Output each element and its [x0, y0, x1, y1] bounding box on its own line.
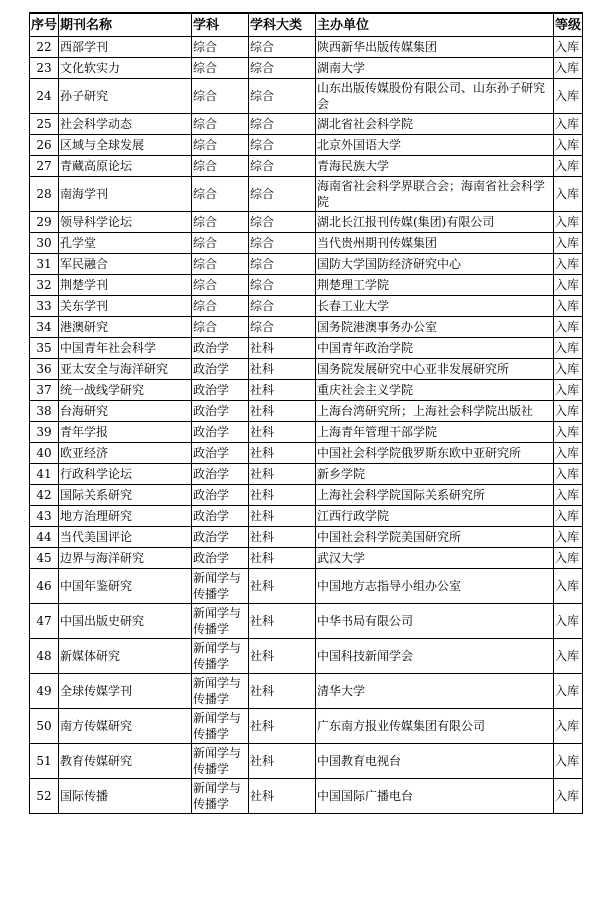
cell-sponsor: 湖南大学: [316, 58, 554, 79]
cell-no: 47: [30, 604, 59, 639]
table-row: [30, 135, 583, 156]
cell-subject: 新闻学与传播学: [192, 779, 249, 814]
cell-no: 24: [30, 79, 59, 114]
table-row: [30, 37, 583, 58]
table-row: [30, 527, 583, 548]
cell-category: 综合: [249, 254, 316, 275]
cell-category: 社科: [249, 485, 316, 506]
cell-no: 50: [30, 709, 59, 744]
cell-sponsor: 重庆社会主义学院: [316, 380, 554, 401]
journal-table: [29, 12, 583, 814]
table-row: [30, 506, 583, 527]
cell-category: 综合: [249, 233, 316, 254]
cell-name: 台海研究: [59, 401, 192, 422]
cell-level: 入库: [554, 639, 583, 674]
table-row: [30, 744, 583, 779]
cell-subject: 综合: [192, 296, 249, 317]
cell-no: 27: [30, 156, 59, 177]
cell-name: 领导科学论坛: [59, 212, 192, 233]
header-cell-subject: 学科: [192, 13, 249, 37]
table-row: [30, 443, 583, 464]
cell-subject: 新闻学与传播学: [192, 744, 249, 779]
cell-category: 社科: [249, 639, 316, 674]
table-row: [30, 156, 583, 177]
cell-name: 关东学刊: [59, 296, 192, 317]
cell-sponsor: 长春工业大学: [316, 296, 554, 317]
table-row: [30, 569, 583, 604]
cell-no: 33: [30, 296, 59, 317]
cell-name: 文化软实力: [59, 58, 192, 79]
cell-no: 34: [30, 317, 59, 338]
cell-sponsor: 清华大学: [316, 674, 554, 709]
cell-sponsor: 上海青年管理干部学院: [316, 422, 554, 443]
cell-level: 入库: [554, 233, 583, 254]
cell-subject: 政治学: [192, 380, 249, 401]
header-cell-name: 期刊名称: [59, 13, 192, 37]
table-row: [30, 401, 583, 422]
cell-level: 入库: [554, 338, 583, 359]
cell-sponsor: 江西行政学院: [316, 506, 554, 527]
cell-subject: 新闻学与传播学: [192, 639, 249, 674]
cell-subject: 综合: [192, 135, 249, 156]
cell-no: 41: [30, 464, 59, 485]
table-row: [30, 338, 583, 359]
cell-level: 入库: [554, 359, 583, 380]
cell-subject: 政治学: [192, 443, 249, 464]
cell-no: 38: [30, 401, 59, 422]
cell-name: 中国青年社会科学: [59, 338, 192, 359]
cell-name: 中国年鉴研究: [59, 569, 192, 604]
header-cell-no: 序号: [30, 13, 59, 37]
cell-level: 入库: [554, 604, 583, 639]
cell-sponsor: 海南省社会科学界联合会；海南省社会科学院: [316, 177, 554, 212]
cell-subject: 新闻学与传播学: [192, 709, 249, 744]
cell-no: 52: [30, 779, 59, 814]
cell-category: 综合: [249, 296, 316, 317]
cell-sponsor: 武汉大学: [316, 548, 554, 569]
cell-level: 入库: [554, 114, 583, 135]
cell-name: 军民融合: [59, 254, 192, 275]
cell-level: 入库: [554, 443, 583, 464]
cell-level: 入库: [554, 212, 583, 233]
cell-sponsor: 中国国际广播电台: [316, 779, 554, 814]
table-row: [30, 359, 583, 380]
cell-level: 入库: [554, 709, 583, 744]
cell-no: 23: [30, 58, 59, 79]
cell-level: 入库: [554, 254, 583, 275]
cell-subject: 政治学: [192, 527, 249, 548]
table-row: [30, 639, 583, 674]
cell-no: 46: [30, 569, 59, 604]
cell-sponsor: 湖北长江报刊传媒(集团)有限公司: [316, 212, 554, 233]
cell-sponsor: 山东出版传媒股份有限公司、山东孙子研究会: [316, 79, 554, 114]
cell-level: 入库: [554, 674, 583, 709]
cell-subject: 政治学: [192, 506, 249, 527]
cell-no: 36: [30, 359, 59, 380]
cell-category: 综合: [249, 135, 316, 156]
cell-no: 22: [30, 37, 59, 58]
cell-category: 社科: [249, 506, 316, 527]
cell-name: 南方传媒研究: [59, 709, 192, 744]
table-row: [30, 296, 583, 317]
cell-no: 51: [30, 744, 59, 779]
cell-sponsor: 中华书局有限公司: [316, 604, 554, 639]
cell-subject: 综合: [192, 114, 249, 135]
cell-name: 教育传媒研究: [59, 744, 192, 779]
cell-no: 39: [30, 422, 59, 443]
cell-sponsor: 国务院港澳事务办公室: [316, 317, 554, 338]
cell-level: 入库: [554, 744, 583, 779]
cell-category: 综合: [249, 275, 316, 296]
cell-name: 全球传媒学刊: [59, 674, 192, 709]
table-row: [30, 58, 583, 79]
cell-level: 入库: [554, 380, 583, 401]
cell-level: 入库: [554, 79, 583, 114]
cell-subject: 政治学: [192, 485, 249, 506]
cell-level: 入库: [554, 401, 583, 422]
cell-category: 社科: [249, 464, 316, 485]
table-row: [30, 779, 583, 814]
cell-level: 入库: [554, 548, 583, 569]
cell-category: 社科: [249, 359, 316, 380]
cell-name: 中国出版史研究: [59, 604, 192, 639]
table-row: [30, 233, 583, 254]
cell-category: 综合: [249, 156, 316, 177]
cell-subject: 综合: [192, 79, 249, 114]
cell-sponsor: 中国科技新闻学会: [316, 639, 554, 674]
cell-name: 统一战线学研究: [59, 380, 192, 401]
cell-subject: 政治学: [192, 401, 249, 422]
cell-subject: 政治学: [192, 548, 249, 569]
cell-level: 入库: [554, 506, 583, 527]
cell-name: 行政科学论坛: [59, 464, 192, 485]
cell-no: 49: [30, 674, 59, 709]
cell-category: 社科: [249, 604, 316, 639]
cell-no: 40: [30, 443, 59, 464]
cell-category: 社科: [249, 569, 316, 604]
cell-no: 30: [30, 233, 59, 254]
cell-name: 当代美国评论: [59, 527, 192, 548]
cell-no: 28: [30, 177, 59, 212]
table-row: [30, 317, 583, 338]
cell-no: 32: [30, 275, 59, 296]
cell-category: 社科: [249, 779, 316, 814]
cell-sponsor: 湖北省社会科学院: [316, 114, 554, 135]
cell-name: 新媒体研究: [59, 639, 192, 674]
cell-level: 入库: [554, 296, 583, 317]
cell-name: 区域与全球发展: [59, 135, 192, 156]
table-row: [30, 114, 583, 135]
cell-name: 国际传播: [59, 779, 192, 814]
cell-category: 社科: [249, 380, 316, 401]
cell-no: 25: [30, 114, 59, 135]
cell-category: 社科: [249, 443, 316, 464]
cell-no: 31: [30, 254, 59, 275]
cell-name: 青藏高原论坛: [59, 156, 192, 177]
cell-category: 综合: [249, 317, 316, 338]
cell-no: 29: [30, 212, 59, 233]
cell-level: 入库: [554, 177, 583, 212]
cell-category: 社科: [249, 527, 316, 548]
cell-level: 入库: [554, 422, 583, 443]
cell-sponsor: 国防大学国防经济研究中心: [316, 254, 554, 275]
cell-category: 社科: [249, 744, 316, 779]
cell-level: 入库: [554, 275, 583, 296]
cell-level: 入库: [554, 779, 583, 814]
cell-sponsor: 中国地方志指导小组办公室: [316, 569, 554, 604]
cell-sponsor: 当代贵州期刊传媒集团: [316, 233, 554, 254]
cell-subject: 综合: [192, 37, 249, 58]
cell-no: 43: [30, 506, 59, 527]
cell-category: 社科: [249, 401, 316, 422]
cell-subject: 综合: [192, 317, 249, 338]
cell-level: 入库: [554, 485, 583, 506]
cell-no: 44: [30, 527, 59, 548]
cell-category: 社科: [249, 709, 316, 744]
cell-sponsor: 中国社会科学院美国研究所: [316, 527, 554, 548]
table-row: [30, 464, 583, 485]
cell-level: 入库: [554, 156, 583, 177]
cell-subject: 新闻学与传播学: [192, 604, 249, 639]
cell-name: 社会科学动态: [59, 114, 192, 135]
cell-category: 社科: [249, 338, 316, 359]
cell-name: 南海学刊: [59, 177, 192, 212]
cell-subject: 政治学: [192, 359, 249, 380]
cell-name: 国际关系研究: [59, 485, 192, 506]
table-row: [30, 212, 583, 233]
cell-subject: 综合: [192, 233, 249, 254]
cell-sponsor: 中国教育电视台: [316, 744, 554, 779]
cell-subject: 综合: [192, 254, 249, 275]
table-row: [30, 177, 583, 212]
cell-subject: 综合: [192, 177, 249, 212]
cell-subject: 新闻学与传播学: [192, 569, 249, 604]
cell-level: 入库: [554, 317, 583, 338]
cell-category: 社科: [249, 548, 316, 569]
cell-name: 青年学报: [59, 422, 192, 443]
header-cell-sponsor: 主办单位: [316, 13, 554, 37]
cell-sponsor: 上海台湾研究所；上海社会科学院出版社: [316, 401, 554, 422]
cell-sponsor: 中国社会科学院俄罗斯东欧中亚研究所: [316, 443, 554, 464]
cell-sponsor: 陕西新华出版传媒集团: [316, 37, 554, 58]
table-row: [30, 485, 583, 506]
table-row: [30, 380, 583, 401]
cell-level: 入库: [554, 569, 583, 604]
cell-name: 荆楚学刊: [59, 275, 192, 296]
cell-sponsor: 国务院发展研究中心亚非发展研究所: [316, 359, 554, 380]
table-row: [30, 275, 583, 296]
cell-no: 45: [30, 548, 59, 569]
cell-sponsor: 广东南方报业传媒集团有限公司: [316, 709, 554, 744]
cell-name: 孙子研究: [59, 79, 192, 114]
cell-level: 入库: [554, 464, 583, 485]
cell-no: 37: [30, 380, 59, 401]
cell-subject: 综合: [192, 156, 249, 177]
cell-sponsor: 新乡学院: [316, 464, 554, 485]
table-row: [30, 79, 583, 114]
cell-subject: 综合: [192, 212, 249, 233]
cell-level: 入库: [554, 135, 583, 156]
cell-sponsor: 上海社会科学院国际关系研究所: [316, 485, 554, 506]
cell-level: 入库: [554, 58, 583, 79]
cell-subject: 综合: [192, 58, 249, 79]
cell-subject: 政治学: [192, 338, 249, 359]
header-cell-category: 学科大类: [249, 13, 316, 37]
cell-sponsor: 北京外国语大学: [316, 135, 554, 156]
cell-category: 综合: [249, 58, 316, 79]
cell-sponsor: 中国青年政治学院: [316, 338, 554, 359]
cell-category: 综合: [249, 114, 316, 135]
cell-level: 入库: [554, 37, 583, 58]
cell-name: 边界与海洋研究: [59, 548, 192, 569]
cell-subject: 政治学: [192, 422, 249, 443]
cell-name: 欧亚经济: [59, 443, 192, 464]
table-body: [30, 37, 583, 814]
cell-subject: 综合: [192, 275, 249, 296]
cell-sponsor: 青海民族大学: [316, 156, 554, 177]
cell-name: 西部学刊: [59, 37, 192, 58]
cell-no: 42: [30, 485, 59, 506]
cell-subject: 政治学: [192, 464, 249, 485]
cell-level: 入库: [554, 527, 583, 548]
cell-sponsor: 荆楚理工学院: [316, 275, 554, 296]
table-row: [30, 674, 583, 709]
cell-no: 26: [30, 135, 59, 156]
table-row: [30, 422, 583, 443]
table-row: [30, 254, 583, 275]
cell-name: 地方治理研究: [59, 506, 192, 527]
cell-name: 孔学堂: [59, 233, 192, 254]
cell-category: 综合: [249, 79, 316, 114]
cell-category: 综合: [249, 37, 316, 58]
table-row: [30, 548, 583, 569]
cell-no: 48: [30, 639, 59, 674]
cell-name: 亚太安全与海洋研究: [59, 359, 192, 380]
table-row: [30, 604, 583, 639]
table-header-row: [30, 13, 583, 37]
cell-category: 综合: [249, 212, 316, 233]
cell-category: 社科: [249, 422, 316, 443]
cell-name: 港澳研究: [59, 317, 192, 338]
cell-no: 35: [30, 338, 59, 359]
header-cell-level: 等级: [554, 13, 583, 37]
cell-category: 综合: [249, 177, 316, 212]
cell-category: 社科: [249, 674, 316, 709]
cell-subject: 新闻学与传播学: [192, 674, 249, 709]
table-row: [30, 709, 583, 744]
